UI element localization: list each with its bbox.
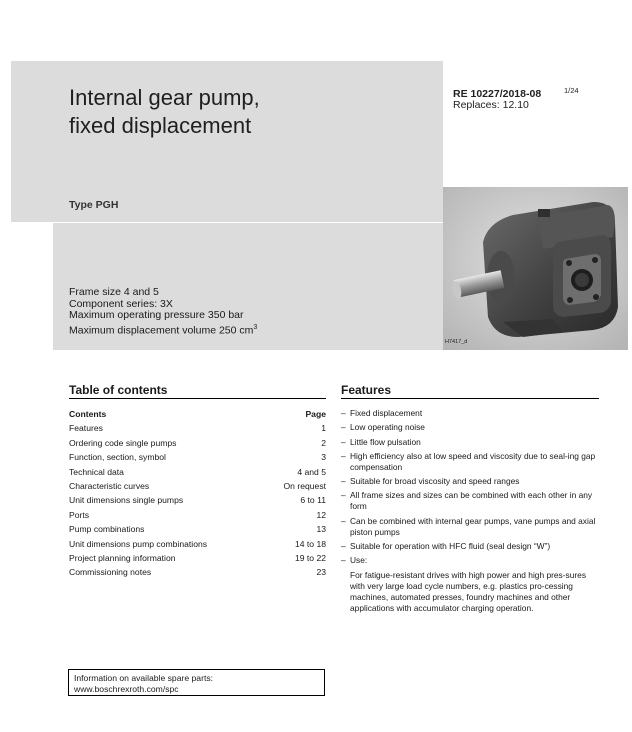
feature-item [341, 541, 601, 552]
toc-row-page: 6 to 11 [300, 495, 326, 506]
dash: – [341, 541, 346, 552]
toc-row-page: 3 [321, 452, 326, 463]
feature-use-description: For fatigue-resistant drives with high power and high pres-sures with very large load cycle numbers, e.g. plastics pro-cessing machines, automated presses, foundry machines and other applications with accumulator charging operation. [350, 569, 587, 613]
dash: – [341, 555, 346, 566]
toc-row-page: On request [283, 480, 326, 491]
spec-component-series: Component series: 3X [69, 297, 173, 310]
spare-parts-box [68, 669, 325, 696]
feature-item [341, 408, 601, 419]
toc-row[interactable] [69, 493, 326, 507]
spec-frame-size: Frame size 4 and 5 [69, 286, 159, 298]
feature-item [341, 451, 601, 473]
toc-row[interactable] [69, 565, 326, 579]
features-list [341, 408, 601, 614]
spec-max-volume [69, 322, 257, 337]
toc-row-page: 14 to 18 [294, 538, 326, 549]
toc-row-label: Unit dimensions single pumps [69, 495, 184, 506]
toc-header-row [69, 407, 326, 421]
page-number: 1/24 [564, 86, 579, 95]
feature-item [341, 422, 601, 433]
toc-row[interactable] [69, 465, 326, 479]
gear-pump-photo [443, 187, 628, 350]
toc-row-label: Project planning information [69, 552, 176, 563]
spare-parts-link[interactable]: www.boschrexroth.com/spc [74, 683, 179, 694]
feature-item [341, 476, 601, 487]
toc-heading: Table of contents [69, 383, 168, 397]
feature-text: Suitable for operation with HFC fluid (seal design “W”) [350, 541, 551, 552]
feature-text: Low operating noise [350, 422, 425, 433]
spare-parts-label: Information on available spare parts: [74, 673, 214, 683]
feature-item [341, 555, 601, 566]
toc-col-contents: Contents [69, 409, 107, 419]
dash: – [341, 490, 346, 501]
toc-row[interactable] [69, 551, 326, 565]
toc-row-label: Function, section, symbol [69, 452, 166, 463]
toc-row-label: Ports [69, 509, 90, 520]
feature-text: Can be combined with internal gear pumps, vane pumps and axial piston pumps [350, 515, 596, 537]
dash: – [341, 408, 346, 418]
dash: – [341, 422, 346, 433]
toc-row[interactable] [69, 421, 326, 435]
feature-item [341, 437, 601, 448]
type-label: Type PGH [69, 199, 119, 211]
toc-row-label: Characteristic curves [69, 480, 150, 491]
toc-row[interactable] [69, 537, 326, 551]
feature-text: Fixed displacement [350, 408, 423, 418]
toc-row[interactable] [69, 479, 326, 493]
toc-rule [69, 398, 326, 399]
band-divider [53, 222, 443, 223]
toc-row-label: Technical data [69, 466, 124, 477]
toc-row[interactable] [69, 436, 326, 450]
features-heading: Features [341, 383, 392, 397]
toc-row[interactable] [69, 508, 326, 522]
feature-text: All frame sizes and sizes can be combined with each other in any form [350, 490, 593, 512]
toc-row-page: 13 [316, 524, 326, 535]
toc-row-page: 2 [321, 437, 326, 448]
toc-table [69, 407, 326, 580]
toc-col-page: Page [305, 409, 326, 419]
dash: – [341, 476, 346, 487]
title-line-1: Internal gear pump, [69, 85, 260, 110]
feature-text: High efficiency also at low speed and viscosity due to seal-ing gap compensation [350, 450, 596, 472]
gear-pump-image [443, 187, 628, 350]
dash: – [341, 436, 346, 447]
feature-text: Use: [350, 555, 368, 566]
title-line-2: fixed displacement [69, 113, 252, 138]
toc-row[interactable] [69, 450, 326, 464]
dash: – [341, 450, 346, 461]
photo-code: H7417_d [445, 339, 468, 345]
features-rule [341, 398, 599, 399]
toc-row-page: 19 to 22 [294, 552, 326, 563]
feature-item [341, 490, 601, 512]
toc-row-label: Pump combinations [69, 524, 145, 535]
feature-text: Suitable for broad viscosity and speed ranges [350, 476, 520, 487]
toc-row-page: 23 [316, 567, 326, 578]
toc-row-label: Unit dimensions pump combinations [69, 538, 208, 549]
spec-max-volume-text: Maximum displacement volume 250 cm [69, 324, 254, 336]
replaces-note: Replaces: 12.10 [453, 99, 529, 111]
feature-item [341, 516, 601, 538]
spec-unit-superscript: 3 [253, 323, 258, 331]
spec-max-pressure: Maximum operating pressure 350 bar [69, 309, 244, 321]
spec-list [69, 287, 257, 337]
toc-row-label: Ordering code single pumps [69, 437, 177, 448]
page-title [69, 84, 260, 140]
toc-row-page: 1 [321, 423, 326, 434]
toc-row-page: 12 [316, 509, 326, 520]
dash: – [341, 515, 346, 526]
band-cutout [11, 222, 53, 362]
toc-row-label: Features [69, 423, 103, 434]
toc-row[interactable] [69, 522, 326, 536]
feature-text: Little flow pulsation [350, 436, 421, 447]
toc-row-page: 4 and 5 [297, 466, 326, 477]
toc-row-label: Commissioning notes [69, 567, 152, 578]
document-code: RE 10227/2018-08 [453, 88, 542, 100]
